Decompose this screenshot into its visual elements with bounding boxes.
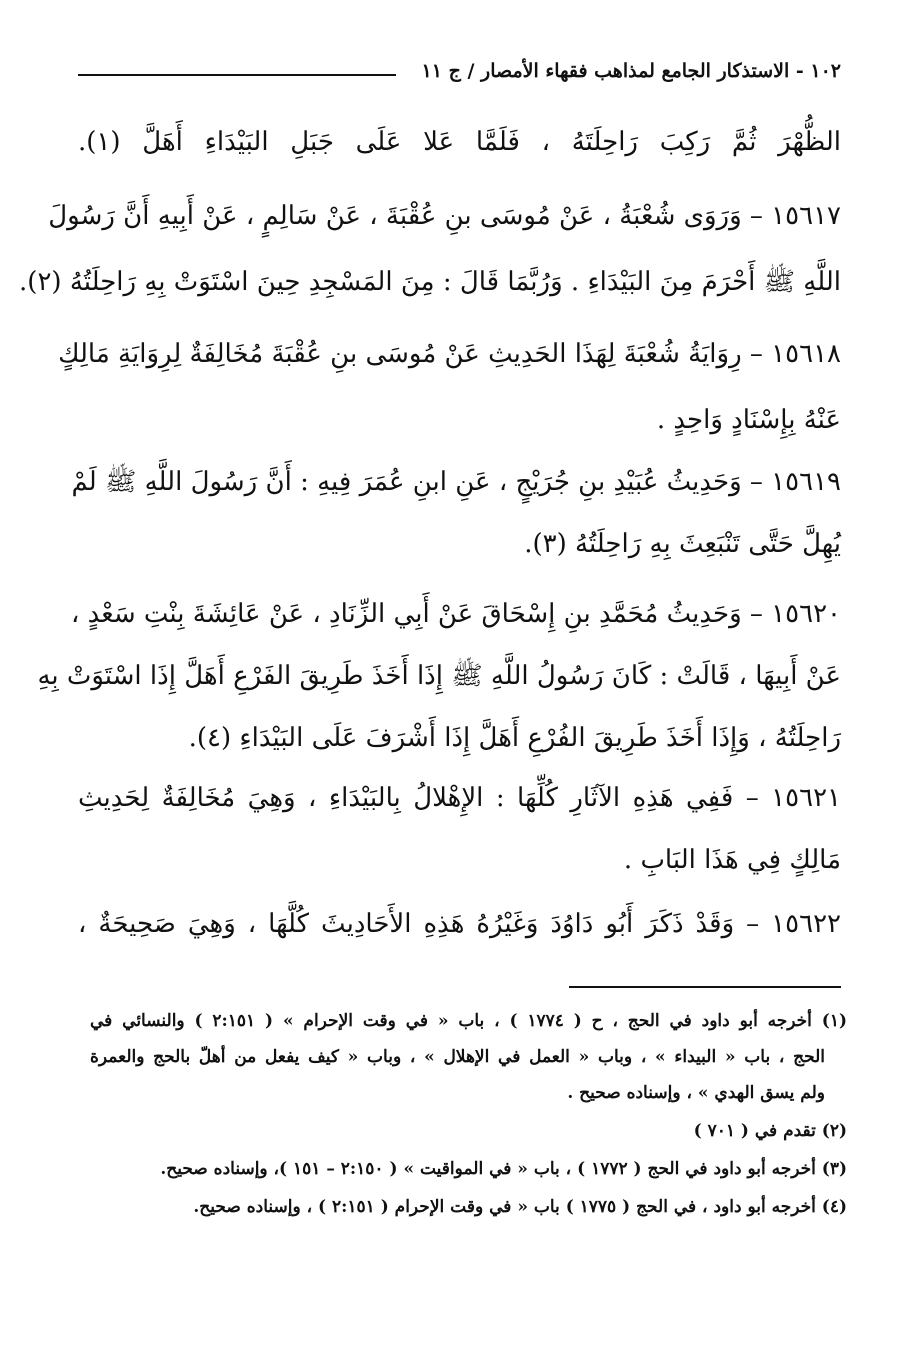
- paragraph-15618-line-2: عَنْهُ بِإِسْنَادٍ وَاحِدٍ .: [656, 405, 841, 435]
- paragraph-15622-line-1: ١٥٦٢٢ – وَقَدْ ذَكَرَ أَبُو دَاوُدَ وَغَيْرُهُ هَذِهِ الأَحَادِيثَ كُلَّهَا ، وَهِيَ صَحِيحَةٌ ،: [78, 909, 841, 939]
- footnote-4: (٤) أخرجه أبو داود ، في الحج ( ١٧٧٥ ) باب « في وقت الإحرام ( ٢:١٥١ ) ، وإسناده صحيح.: [193, 1197, 847, 1217]
- paragraph-15620-line-3: رَاحِلَتُهُ ، وَإِذَا أَخَذَ طَرِيقَ الفُرْعِ أَهَلَّ إِذَا أَشْرَفَ عَلَى البَيْدَاءِ (٤).: [188, 723, 841, 753]
- running-title: ١٠٢ - الاستذكار الجامع لمذاهب فقهاء الأمصار / ج ١١: [421, 60, 841, 82]
- header-rule: [78, 74, 396, 76]
- paragraph-15619-line-1: ١٥٦١٩ – وَحَدِيثُ عُبَيْدِ بنِ جُرَيْجٍ ، عَنِ ابنِ عُمَرَ فِيهِ : أَنَّ رَسُولَ اللَّهِ ﷺ لَمْ: [71, 467, 841, 497]
- footnote-1-line-2: الحج ، باب « البيداء » ، وباب « العمل في الإهلال » ، وباب « كيف يفعل من أهلّ بالحج والعمرة: [90, 1047, 825, 1067]
- paragraph-15617-line-1: ١٥٦١٧ – وَرَوَى شُعْبَةُ ، عَنْ مُوسَى بنِ عُقْبَةَ ، عَنْ سَالِمٍ ، عَنْ أَبِيهِ أَنَّ رَسُولَ: [48, 201, 841, 231]
- text-line: الظُّهْرَ ثُمَّ رَكِبَ رَاحِلَتَهُ ، فَلَمَّا عَلا عَلَى جَبَلِ البَيْدَاءِ أَهَلَّ (١).: [78, 127, 841, 157]
- footnote-separator: [569, 986, 841, 988]
- footnote-2: (٢) تقدم في ( ٧٠١ ): [693, 1121, 847, 1141]
- footnote-3: (٣) أخرجه أبو داود في الحج ( ١٧٧٢ ) ، باب « في المواقيت » ( ٢:١٥٠ – ١٥١ )، وإسناده صحيح.: [160, 1159, 847, 1179]
- paragraph-15618-line-1: ١٥٦١٨ – رِوَايَةُ شُعْبَةَ لِهَذَا الحَدِيثِ عَنْ مُوسَى بنِ عُقْبَةَ مُخَالِفَةٌ لِرِوَايَةِ مَالِكٍ: [58, 339, 841, 369]
- paragraph-15621-line-1: ١٥٦٢١ – فَفِي هَذِهِ الآثَارِ كُلِّهَا : الإِهْلالُ بِالبَيْدَاءِ ، وَهِيَ مُخَالِفَةٌ لِحَدِيثِ: [78, 783, 841, 813]
- page-header: [78, 58, 841, 88]
- footnote-1-line-1: (١) أخرجه أبو داود في الحج ، ح ( ١٧٧٤ ) ، باب « في وقت الإحرام » ( ٢:١٥١ ) والنسائي في: [90, 1011, 847, 1031]
- footnote-1-line-3: ولم يسق الهدي » ، وإسناده صحيح .: [567, 1083, 825, 1103]
- paragraph-15619-line-2: يُهِلَّ حَتَّى تَنْبَعِثَ بِهِ رَاحِلَتُهُ (٣).: [524, 529, 841, 559]
- paragraph-15621-line-2: مَالِكٍ فِي هَذَا البَابِ .: [623, 845, 841, 875]
- paragraph-15620-line-2: عَنْ أَبِيهَا ، قَالَتْ : كَانَ رَسُولُ اللَّهِ ﷺ إِذَا أَخَذَ طَرِيقَ الفَرْعِ أَهَلَّ إِذَا اسْتَوَتْ بِهِ: [37, 661, 841, 691]
- paragraph-15620-line-1: ١٥٦٢٠ – وَحَدِيثُ مُحَمَّدِ بنِ إِسْحَاقَ عَنْ أَبِي الزِّنَادِ ، عَنْ عَائِشَةَ بِنْتِ سَعْدٍ ،: [70, 599, 841, 629]
- paragraph-15617-line-2: اللَّهِ ﷺ أَحْرَمَ مِنَ البَيْدَاءِ . وَرُبَّمَا قَالَ : مِنَ المَسْجِدِ حِينَ اسْتَوَتْ بِهِ رَاحِلَتُهُ (٢).: [19, 267, 841, 297]
